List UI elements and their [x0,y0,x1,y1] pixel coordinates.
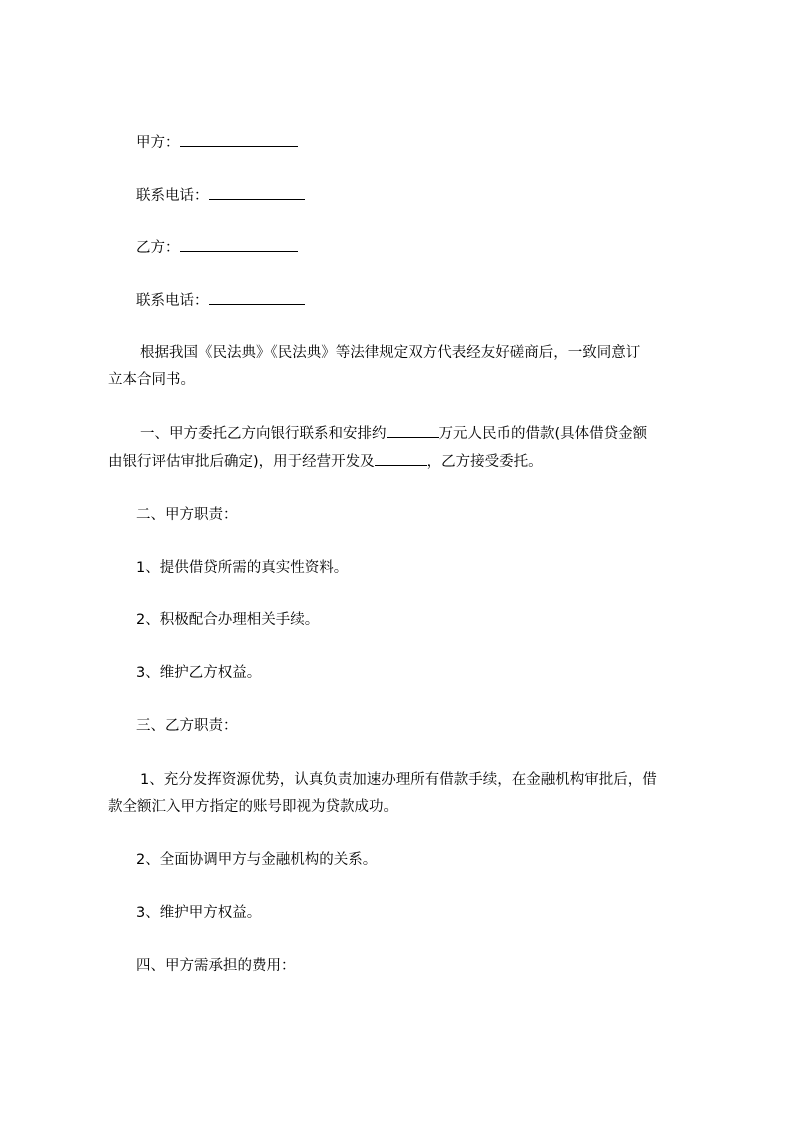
section4-title: 四、甲方需承担的费用： [136,958,296,974]
clause1-part2: 万元人民币的借款(具体借贷金额 [438,426,648,442]
section2-item-1: 1、提供借贷所需的真实性资料。 [136,560,349,576]
clause1-part1: 一、甲方委托乙方向银行联系和安排约 [140,426,387,442]
party-a-line [136,132,298,153]
section3-item1-line1: 1、充分发挥资源优势，认真负责加速办理所有借款手续，在金融机构审批后，借 [140,772,657,788]
section3-item-2: 2、全面协调甲方与金融机构的关系。 [136,852,378,868]
clause1-line2a: 由银行评估审批后确定)，用于经营开发及 [108,454,375,470]
section3-item1-line2: 款全额汇入甲方指定的账号即视为贷款成功。 [108,799,398,815]
section3-item-3: 3、维护甲方权益。 [136,905,262,921]
party-b-phone-blank[interactable] [209,290,305,305]
party-a-phone-blank[interactable] [209,185,305,200]
party-a-label: 甲方： [136,135,180,151]
section2-item-3: 3、维护乙方权益。 [136,665,262,681]
party-b-phone-label: 联系电话： [136,293,209,309]
party-b-blank[interactable] [180,237,298,252]
party-b-phone-line [136,290,305,311]
party-a-phone-label: 联系电话： [136,188,209,204]
party-a-phone-line [136,185,305,206]
clause1-line2b: ，乙方接受委托。 [426,454,543,470]
intro-line-2: 立本合同书。 [108,372,195,388]
purpose-blank[interactable] [375,451,427,466]
section3-title: 三、乙方职责： [136,718,238,734]
loan-amount-blank[interactable] [387,423,439,438]
clause1-line-1 [140,423,647,444]
party-b-label: 乙方： [136,240,180,256]
section2-item-2: 2、积极配合办理相关手续。 [136,612,320,628]
clause1-line-2 [108,451,543,472]
section2-title: 二、甲方职责： [136,507,238,523]
party-b-line [136,237,298,258]
party-a-blank[interactable] [180,132,298,147]
intro-line-1: 根据我国《民法典》《民法典》等法律规定双方代表经友好磋商后，一致同意订 [140,345,641,361]
